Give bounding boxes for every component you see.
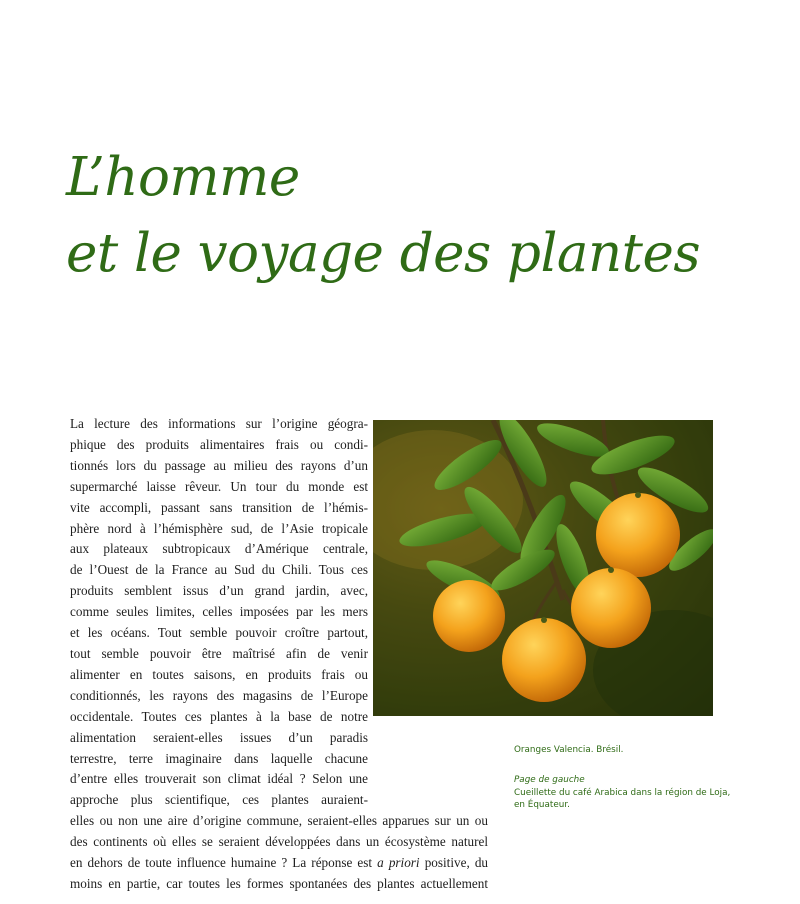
body-line-start: en dehors de toute influence humaine ? La réponse est — [70, 855, 373, 871]
body-line: tionnés lors du passage au milieu des rayons d’un — [70, 457, 368, 473]
left-page-caption-line-2: en Équateur. — [514, 800, 570, 811]
page-title — [66, 140, 766, 292]
body-line: comme seules limites, celles imposées par les mers — [70, 604, 368, 620]
body-line: phique des produits alimentaires frais ou condi- — [70, 436, 368, 452]
body-line: moins en partie, car toutes les formes spontanées des plantes actuellement — [70, 875, 488, 891]
body-line: de l’Ouest de la France au Sud du Chili. Tous ces — [70, 562, 368, 578]
body-line: alimentation seraient-elles issues d’un paradis — [70, 729, 368, 745]
body-line: d’entre elles trouverait son climat idéal ? Selon une — [70, 771, 368, 787]
oranges-illustration — [373, 420, 713, 716]
body-line: La lecture des informations sur l’origine géogra- — [70, 416, 368, 431]
body-line: tout semble pouvoir être maîtrisé afin de venir — [70, 645, 368, 661]
title-line-1: L’homme — [66, 147, 300, 208]
photo-caption: Oranges Valencia. Brésil. — [514, 745, 624, 755]
body-line: phère nord à l’hémisphère sud, de l’Asie tropicale — [70, 520, 368, 536]
body-line-end: positive, du — [424, 855, 489, 871]
caption-block — [514, 744, 754, 812]
body-line: vite accompli, passant sans transition de l’hémis- — [70, 499, 368, 515]
body-line: elles ou non une aire d’origine commune, seraient-elles apparues sur un ou — [70, 813, 488, 829]
body-line: approche plus scientifique, ces plantes auraient- — [70, 792, 368, 808]
italic-phrase: a priori — [377, 855, 420, 871]
body-line: conditionnés, les rayons des magasins de l’Europe — [70, 687, 368, 703]
body-line: terrestre, terre imaginaire dans laquelle chacune — [70, 750, 368, 766]
body-line: occidentale. Toutes ces plantes à la base de notre — [70, 708, 368, 724]
body-line-with-italic — [70, 853, 488, 874]
body-line: alimenter en toutes saisons, en produits frais ou — [70, 666, 368, 682]
oranges-photo — [373, 420, 713, 716]
body-line: et les océans. Tout semble pouvoir croître partout, — [70, 625, 368, 641]
left-page-caption-line-1: Cueillette du café Arabica dans la région de Loja, — [514, 787, 731, 798]
body-line: produits semblent issus d’un grand jardin, avec, — [70, 583, 368, 599]
body-line: des continents où elles se seraient développées dans un écosystème naturel — [70, 834, 488, 850]
body-line: aux plateaux subtropicaux d’Amérique centrale, — [70, 541, 368, 557]
left-page-label: Page de gauche — [514, 775, 585, 786]
body-line: supermarché laisse rêveur. Un tour du monde est — [70, 478, 368, 494]
title-line-2: et le voyage des plantes — [66, 223, 701, 284]
